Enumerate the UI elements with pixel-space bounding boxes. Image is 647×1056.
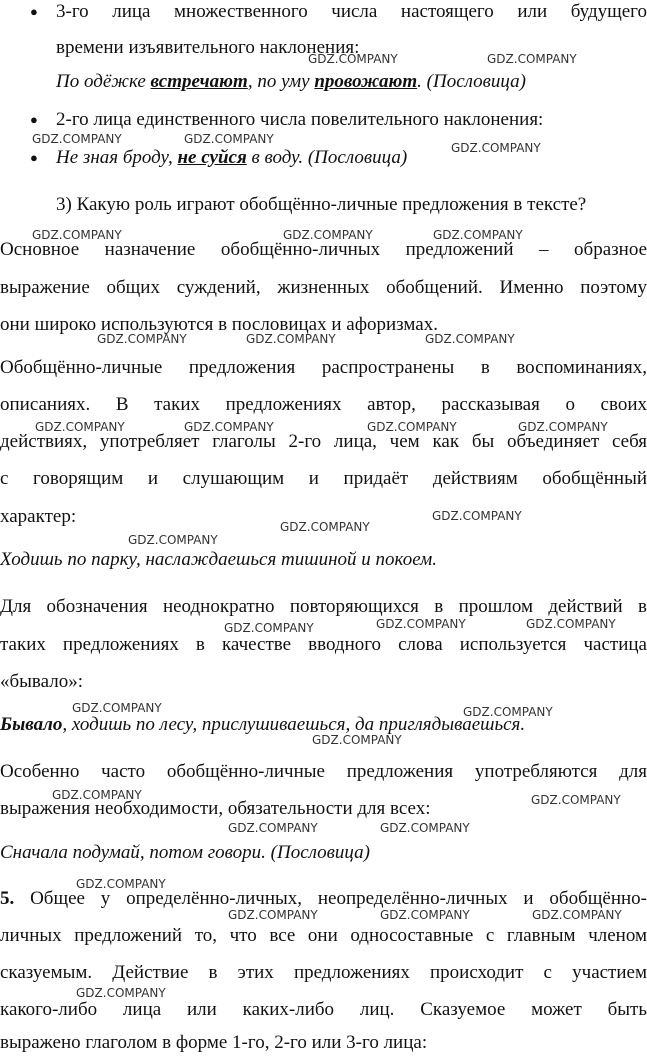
watermark: GDZ.COMPANY (380, 908, 470, 922)
watermark: GDZ.COMPANY (283, 228, 373, 242)
watermark: GDZ.COMPANY (451, 141, 541, 155)
watermark: GDZ.COMPANY (463, 705, 553, 719)
watermark: GDZ.COMPANY (367, 420, 457, 434)
para3-line: Для обозначения неоднократно повторяющихся в прошлом действий в (0, 596, 647, 617)
watermark: GDZ.COMPANY (184, 132, 274, 146)
watermark: GDZ.COMPANY (224, 621, 314, 635)
example-text: Не зная броду, (56, 147, 178, 168)
example-text: По одёжке (56, 71, 151, 92)
para2-line: с говорящим и слушающим и придаёт действиям обобщённый (0, 468, 647, 489)
para2-line: Обобщённо-личные предложения распространены в воспоминаниях, (0, 357, 647, 378)
section5-line: личных предложений то, что все они односоставные с главным членом (0, 925, 647, 946)
section-number: 5. (0, 888, 15, 909)
watermark: GDZ.COMPANY (518, 420, 608, 434)
watermark: GDZ.COMPANY (280, 520, 370, 534)
bullet2-line: 2-го лица единственного числа повелительного наклонения: (56, 109, 544, 130)
watermark: GDZ.COMPANY (376, 617, 466, 631)
para2-line: действиях, употребляет глаголы 2-го лица, чем как бы объединяет себя (0, 431, 647, 452)
para4-line: выражения необходимости, обязательности для всех: (0, 798, 431, 819)
para1-line: Основное назначение обобщённо-личных предложений – образное (0, 239, 647, 260)
bullet-dot: ● (30, 150, 38, 165)
bullet1-line2: времени изъявительного наклонения: (56, 37, 360, 58)
para1-line: выражение общих суждений, жизненных обобщений. Именно поэтому (0, 277, 647, 298)
section5-line: выражено глаголом в форме 1-го, 2-го или 3-го лица: (0, 1032, 428, 1053)
watermark: GDZ.COMPANY (228, 908, 318, 922)
example3: Сначала подумай, потом говори. (Пословица) (0, 842, 370, 863)
example1: Ходишь по парку, наслаждаешься тишиной и покоем. (0, 549, 438, 570)
example2-text: , ходишь по лесу, прислушиваешься, да приглядываешься. (62, 714, 526, 735)
example-text: . (Пословица) (417, 71, 526, 92)
watermark: GDZ.COMPANY (432, 509, 522, 523)
section5-text: Общее у определённо-личных, неопределённо-личных и обобщённо- (14, 888, 647, 909)
bullet1-line1: 3-го лица множественного числа настоящего или будущего (56, 1, 647, 22)
watermark: GDZ.COMPANY (76, 986, 166, 1000)
example2-bold-word: Бывало (0, 714, 63, 735)
watermark: GDZ.COMPANY (76, 877, 166, 891)
example-highlight: не суйся (177, 147, 247, 168)
para2-line: характер: (0, 506, 77, 527)
watermark: GDZ.COMPANY (128, 533, 218, 547)
bullet3-example (56, 146, 647, 170)
watermark: GDZ.COMPANY (308, 52, 398, 66)
watermark: GDZ.COMPANY (184, 420, 274, 434)
watermark: GDZ.COMPANY (425, 332, 515, 346)
para4-line: Особенно часто обобщённо-личные предложения употребляются для (0, 761, 647, 782)
para2-line: описаниях. В таких предложениях автор, рассказывая о своих (0, 394, 647, 415)
watermark: GDZ.COMPANY (72, 701, 162, 715)
watermark: GDZ.COMPANY (487, 52, 577, 66)
para3-line: «бывало»: (0, 671, 84, 692)
bullet-dot: ● (30, 4, 38, 19)
watermark: GDZ.COMPANY (433, 228, 523, 242)
bullet-dot: ● (30, 112, 38, 127)
watermark: GDZ.COMPANY (97, 332, 187, 346)
example-text: в воду. (Пословица) (246, 147, 408, 168)
example-highlight: встречают (150, 71, 248, 92)
watermark: GDZ.COMPANY (526, 617, 616, 631)
section5-line: сказуемым. Действие в этих предложениях происходит с участием (0, 962, 647, 983)
example-highlight: провожают (314, 71, 418, 92)
watermark: GDZ.COMPANY (380, 821, 470, 835)
para3-line: таких предложениях в качестве вводного слова используется частица (0, 634, 647, 655)
question-heading: 3) Какую роль играют обобщённо-личные предложения в тексте? (56, 194, 587, 215)
watermark: GDZ.COMPANY (531, 793, 621, 807)
watermark: GDZ.COMPANY (228, 821, 318, 835)
watermark: GDZ.COMPANY (246, 332, 336, 346)
watermark: GDZ.COMPANY (32, 228, 122, 242)
bullet1-example (56, 70, 647, 94)
watermark: GDZ.COMPANY (32, 132, 122, 146)
watermark: GDZ.COMPANY (532, 908, 622, 922)
section5-line: какого-либо лица или каких-либо лиц. Сказуемое может быть (0, 999, 647, 1020)
watermark: GDZ.COMPANY (312, 733, 402, 747)
para1-line: они широко используются в пословицах и афоризмах. (0, 314, 438, 335)
watermark: GDZ.COMPANY (52, 788, 142, 802)
watermark: GDZ.COMPANY (35, 420, 125, 434)
example-text: , по уму (247, 71, 315, 92)
